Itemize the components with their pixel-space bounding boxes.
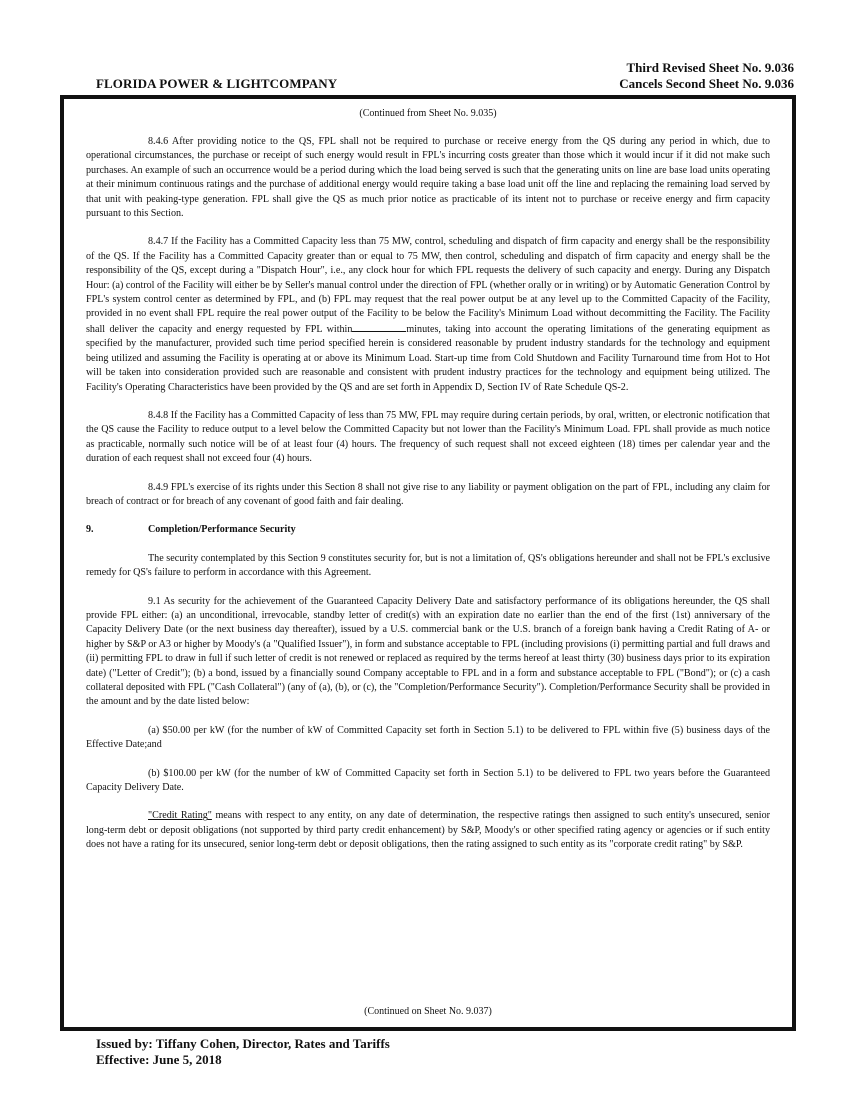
credit-rating-definition [86, 809, 770, 852]
effective-date: Effective: June 5, 2018 [96, 1052, 222, 1067]
credit-rating-text: means with respect to any entity, on any date of determination, the respective ratings then assigned to such entity's unsecured, senior long-term debt or deposit obligations (not supported by third party credit enhancement) by S&P, Moody's or other specified rating agency or agencies or if such entity does not have a rating for its unsecured, senior long-term debt or deposit obligations, then the rating assigned to such entity as its "corporate credit rating" by S&P. [86, 810, 770, 851]
issued-by: Issued by: Tiffany Cohen, Director, Rates and Tariffs [96, 1036, 390, 1051]
issuance-block [96, 1036, 390, 1068]
cancels-sheet: Cancels Second Sheet No. 9.036 [619, 76, 794, 91]
security-item-b: (b) $100.00 per kW (for the number of kW of Committed Capacity set forth in Section 5.1) to be delivered to FPL two years before the Guaranteed Capacity Delivery Date. [86, 767, 770, 794]
continued-from: (Continued from Sheet No. 9.035) [359, 108, 497, 119]
company-name: FLORIDA POWER & LIGHTCOMPANY [96, 76, 338, 91]
tariff-sheet-frame [60, 95, 796, 1031]
continued-on: (Continued on Sheet No. 9.037) [364, 1006, 492, 1017]
sheet-header [619, 60, 794, 92]
paragraph-8-4-7-part1: 8.4.7 If the Facility has a Committed Capacity less than 75 MW, control, scheduling and dispatch of firm capacity and energy shall be the responsibility of the QS. If the Facility has a Committed Capacity greater than or equal to 75 MW, then control, scheduling and dispatch of firm capacity and energy shall be the responsibility of the QS, except during a "Dispatch Hour", i.e., any clock hour for which FPL requests the delivery of such capacity and energy. During any Dispatch Hour: (a) control of the Facility will either be by Seller's manual control under the direction of FPL (whether orally or in writing) or by Automatic Generation Control by FPL's system control center as determined by FPL, and (b) FPL may request that the real power output be at any level up to the Committed Capacity of the Facility, provided in no event shall FPL require the real power output of the Facility to be below the Facility's Minimum Load without decommitting the Facility. The Facility shall deliver the capacity and energy requested by FPL within [86, 236, 770, 335]
sheet-number: Third Revised Sheet No. 9.036 [626, 60, 794, 75]
paragraph-8-4-7 [86, 235, 770, 394]
sheet-body [86, 135, 770, 867]
section-9-heading [86, 523, 770, 537]
section-9-intro: The security contemplated by this Section 9 constitutes security for, but is not a limitation of, QS's obligations hereunder and shall not be FPL's exclusive remedy for QS's failure to perform in accordance with this Agreement. [86, 552, 770, 579]
section-9-title: Completion/Performance Security [148, 524, 296, 536]
credit-rating-term: "Credit Rating" [148, 810, 212, 822]
paragraph-8-4-8: 8.4.8 If the Facility has a Committed Capacity of less than 75 MW, FPL may require during certain periods, by oral, written, or electronic notification that the QS cause the Facility to reduce output to a level below the Committed Capacity but not lower than the Facility's Minimum Load. FPL shall provide as much notice as practicable, normally such notice will be of at least four (4) hours. The frequency of such request shall not exceed eighteen (18) times per calendar year and the duration of each request shall not exceed four (4) hours. [86, 409, 770, 465]
security-item-a: (a) $50.00 per kW (for the number of kW of Committed Capacity set forth in Section 5.1) to be delivered to FPL within five (5) business days of the Effective Date;and [86, 724, 770, 751]
section-9-number: 9. [86, 524, 94, 536]
paragraph-8-4-6: 8.4.6 After providing notice to the QS, FPL shall not be required to purchase or receive energy from the QS during any period in which, due to operational circumstances, the purchase or receipt of such energy would result in FPL's incurring costs greater than those which it would incur if it did not make such purchases. An example of such an occurrence would be a period during which the load being served is such that the generating units on line are base load units operating at their minimum continuous ratings and the purchase of additional energy would require taking a base load unit off the line and replacing the remaining load served by that unit with peaking-type generation. FPL shall give the QS as much prior notice as practicable of its intent not to purchase or receive energy and firm capacity pursuant to this Section. [86, 136, 770, 220]
paragraph-8-4-9: 8.4.9 FPL's exercise of its rights under this Section 8 shall not give rise to any liability or payment obligation on the part of FPL, including any claim for breach of contract or for breach of any covenant of good faith and fair dealing. [86, 481, 770, 507]
paragraph-8-4-7-part2: minutes, taking into account the operating limitations of the generating equipment as specified by the manufacturer, provided such time period specified herein is considered reasonable by prudent industry standards for the technology and equipment being utilized and assuming the Facility is operating at or above its Minimum Load. Start-up time from Cold Shutdown and Facility Turnaround time from Hot to Hot will be taken into consideration provided such are reasonable and consistent with prudent industry practices for the technology and equipment being utilized. The Facility's Operating Characteristics have been provided by the QS and are set forth in Appendix D, Section IV of Rate Schedule QS-2. [86, 323, 770, 393]
paragraph-9-1: 9.1 As security for the achievement of the Guaranteed Capacity Delivery Date and satisfactory performance of its obligations hereunder, the QS shall provide FPL either: (a) an unconditional, irrevocable, standby letter of credit(s) with an expiration date no earlier than the end of the first (1st) anniversary of the Capacity Delivery Date (or the next business day thereafter), issued by a U.S. commercial bank or the U.S. branch of a foreign bank having a Credit Rating of A- or higher by S&P or A3 or higher by Moody's (a "Qualified Issuer"), in form and substance acceptable to FPL (including provisions (i) permitting partial and full draws and (ii) permitting FPL to draw in full if such letter of credit is not renewed or replaced as required by the terms hereof at least thirty (30) business days prior to its expiration date) ("Letter of Credit"); (b) a bond, issued by a financially sound Company acceptable to FPL and in a form and substance acceptable to FPL ("Bond"); or (c) a cash collateral deposited with FPL ("Cash Collateral") (any of (a), (b), or (c), the "Completion/Performance Security"). Completion/Performance Security shall be provided in the amount and by the date listed below: [86, 595, 770, 708]
minutes-blank [352, 322, 406, 332]
